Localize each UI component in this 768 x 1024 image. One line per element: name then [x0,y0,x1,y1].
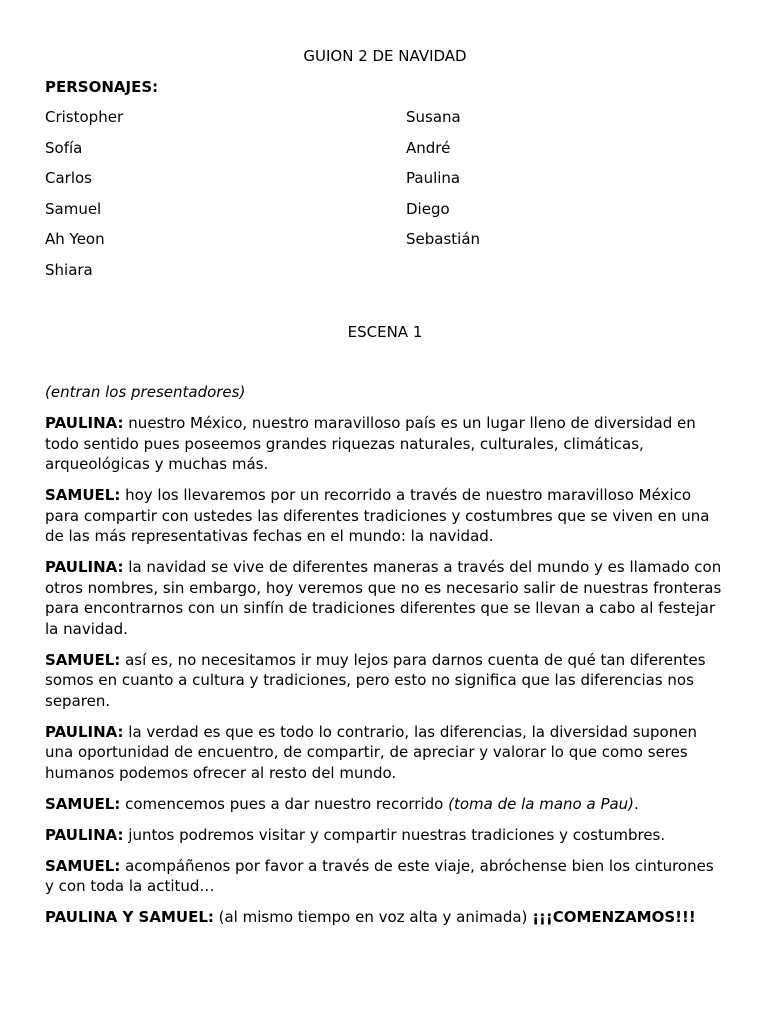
speaker-name: PAULINA: [45,558,124,576]
cast-name: Carlos [45,169,92,188]
script-body [45,382,725,938]
cast-name: Cristopher [45,108,124,126]
stage-direction-inline: (toma de la mano a Pau) [448,794,635,813]
cast-name: Sebastián [406,230,481,249]
personajes-heading: PERSONAJES: [45,78,159,96]
dialogue-line [45,856,725,897]
dialogue-text: nuestro México, nuestro maravilloso país es un lugar lleno de diversidad en todo sentido pues poseemos grandes riquezas naturales, culturales, climáticas, arqueológicas y muchas más. [45,414,696,473]
dialogue-text: la navidad se vive de diferentes maneras a través del mundo y es llamado con otros nombres, sin embargo, hoy veremos que no es necesario salir de nuestras fronteras para encontrarnos con un sinfín de tradiciones diferentes que se llevan a cabo al festejar la navidad. [45,558,722,638]
dialogue-line [45,825,725,846]
document-title: GUION 2 DE NAVIDAD [303,47,467,65]
dialogue-text: (al mismo tiempo en voz alta y animada) [213,908,533,926]
cast-name: Ah Yeon [45,230,105,249]
dialogue-line [45,413,725,475]
dialogue-line [45,794,725,815]
dialogue-line [45,485,725,547]
speaker-name: PAULINA Y SAMUEL: [45,908,214,926]
cast-row [45,138,725,169]
scene-heading: ESCENA 1 [347,323,423,341]
dialogue-line [45,650,725,712]
cast-name: Diego [406,199,450,218]
dialogue-text: juntos podremos visitar y compartir nuestras tradiciones y costumbres. [123,825,666,844]
cast-row [45,260,725,291]
dialogue-text: así es, no necesitamos ir muy lejos para darnos cuenta de qué tan diferentes somos en cuanto a cultura y tradiciones, pero esto no significa que las diferencias nos separen. [45,650,706,710]
speaker-name: SAMUEL: [45,650,121,669]
cast-name: André [406,138,451,157]
dialogue-text: la verdad es que es todo lo contrario, las diferencias, la diversidad suponen una oportunidad de encuentro, de compartir, de apreciar y valorar lo que como seres humanos podemos ofrecer al resto del mundo. [45,722,697,782]
cast-row [45,168,725,199]
dialogue-text-end: . [634,794,639,813]
cast-row [45,229,725,260]
cast-name: Shiara [45,260,93,279]
cast-name: Susana [406,108,461,126]
speaker-name: SAMUEL: [45,794,121,813]
dialogue-line [45,557,725,639]
dialogue-text: hoy los llevaremos por un recorrido a través de nuestro maravilloso México para compartir con ustedes las diferentes tradiciones y costumbres que se viven en una de las más representativas fechas en el mundo: la navidad. [45,486,710,545]
cast-name: Sofía [45,138,83,157]
cast-name: Paulina [406,169,461,188]
cast-name: Samuel [45,199,102,218]
speaker-name: PAULINA: [45,825,124,844]
emphasis-text: ¡¡¡COMENZAMOS!!! [532,908,696,926]
speaker-name: PAULINA: [45,722,124,741]
speaker-name: PAULINA: [45,414,124,432]
stage-direction: (entran los presentadores) [45,383,246,401]
cast-list [45,107,725,291]
speaker-name: SAMUEL: [45,486,121,504]
dialogue-text: acompáñenos por favor a través de este viaje, abróchense bien los cinturones y con toda la actitud… [45,856,714,895]
dialogue-line [45,722,725,784]
dialogue-line [45,907,725,928]
cast-row [45,199,725,230]
dialogue-text: comencemos pues a dar nuestro recorrido [120,794,449,813]
speaker-name: SAMUEL: [45,856,121,875]
cast-row [45,107,725,138]
